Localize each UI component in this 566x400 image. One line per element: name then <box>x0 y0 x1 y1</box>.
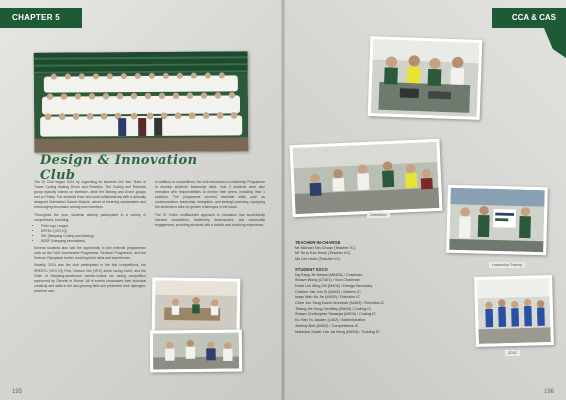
exco-item: Isaac Mah Ke Jie (M402) / Robotics IC <box>295 295 360 300</box>
leadership-photo-image <box>449 188 545 252</box>
workshop-photo <box>152 277 241 336</box>
leadership-photo <box>446 185 548 256</box>
exco-item: Tihang Jie Hong Geoffrey (M403) / Coding IC <box>295 306 372 311</box>
staff-list <box>295 240 445 335</box>
left-paragraph-4: Notably, 2024 was the club participated in the first competitions, the SRESTC (VEX IQ) First, Gessun Vex (VEX) drone racing event, and the Chair of Nanyang-sanctioned remote-control car racing competition sponsored by Clevelin in Brunei. All of events showcased their technical creativity and skills in the fast-growing field and presented their hydrogen-powered cars. <box>34 263 146 293</box>
leadership-tag: Leadership Training <box>489 262 525 268</box>
exco-item: Charles Yan Jun Xi (M402) / Makers IC <box>295 289 361 294</box>
teacher-item: Mr Terry Kao Kevin (Teacher I/C) <box>295 251 351 256</box>
competition-item: • IDE (Nanyang Coding and Making) <box>41 234 146 239</box>
section-tab: CCA & CAS <box>492 8 566 28</box>
middle-column-text <box>155 180 265 228</box>
orientation-photo-image <box>293 142 440 214</box>
exco-item: Shawn Christopher Simanjai (M403) / Coding IC <box>295 312 377 317</box>
middle-paragraph-2: The DI Club's multifaceted approach to education has successfully blended competition, leadership development, and community engagement, providing students with a holistic and enriching experience. <box>155 212 265 227</box>
middle-paragraph-1: In addition to competitions, the club introduced a Leadership Programme to develop students' leadership skills. Year 3 students were also entrusted with responsibilities to mentor their peers, including Year 1 students. The programme covered essential skills such as communication, leadership, delegation, and strategic planning, equipping the students to take on greater challenges in the future. <box>155 180 265 210</box>
teacher-item: Ms Lim Hueh (Teacher I/C) <box>295 257 341 262</box>
competition-item: • First Lego League <box>41 224 146 229</box>
students-photo <box>150 330 242 373</box>
exco-heading: STUDENT EXCO <box>295 266 328 272</box>
decorative-band <box>544 28 566 58</box>
exco-item: Ng Kang Jie Keeps (M6403) / Chairman <box>295 272 363 277</box>
group-photo <box>34 51 249 152</box>
right-page-number: 196 <box>543 389 554 395</box>
workshop-photo-image <box>155 280 238 333</box>
exco-item: Shawn Wong (LT401) / Vice-Chairman <box>295 278 360 283</box>
left-column-text <box>34 180 146 294</box>
competition-list <box>34 224 146 244</box>
team-photo-image <box>477 278 551 344</box>
exco-item: Chee Jun Yang David Jeremiah (M402) / Robotics IC <box>295 301 385 306</box>
exco-item: Ko Han Yu Jayden (L402) / Administrative <box>295 318 366 323</box>
teacher-item: Mr Michael Tan Chuan (Teacher IC) <box>295 245 355 250</box>
left-paragraph-2: Throughout the year, students actively participated in a variety of competitions, including: <box>34 212 146 222</box>
competition-item: • DRTEC (VEX IQ) <box>41 229 146 234</box>
exco-item: Malavika Xavier Lim Jia Heng (M403) / Training IC <box>295 329 380 334</box>
exco-item: Noah Lim Ming Zhi (M402) / Design Secretary <box>295 283 373 288</box>
book-spine <box>281 0 285 400</box>
left-page-number: 195 <box>12 389 23 395</box>
group-photo-image <box>34 51 249 152</box>
robotics-photo-image <box>371 39 480 117</box>
left-paragraph-3: Several students also had the opportunity to join external programmes such as the NUS Accelerated Programme, Seminar Programme, and the Science Olympiads further enriching their skills and experiences. <box>34 246 146 261</box>
right-page <box>283 0 566 400</box>
students-photo-image <box>153 333 239 370</box>
left-paragraph-1: The DI Club began 2024 by organising its students into four Team of Tracer Coding Making Drone and Robotics. The Coding and Robotics group typically trained on interface, while the Making and Drone groups met on Friday. The students learn and work collaboratively with a specially designed Orientation Games Module, aimed at fostering camaraderie and encouraging innovation among new members. <box>34 180 146 210</box>
robotics-photo <box>368 36 483 120</box>
team-tag: SDSC <box>505 350 520 356</box>
orientation-tag: Orientation <box>367 212 390 218</box>
teachers-heading: TEACHER-IN-CHARGE <box>295 240 341 245</box>
club-title: Design & Innovation Club <box>40 153 198 183</box>
chapter-tab: CHAPTER 5 <box>0 8 82 28</box>
team-photo <box>474 275 554 347</box>
orientation-photo <box>290 139 443 217</box>
exco-item: Jeremy Boh (M402) / Competitions IC <box>295 323 359 328</box>
competition-item: • NDSF (Nanyang innovations) <box>41 239 146 244</box>
